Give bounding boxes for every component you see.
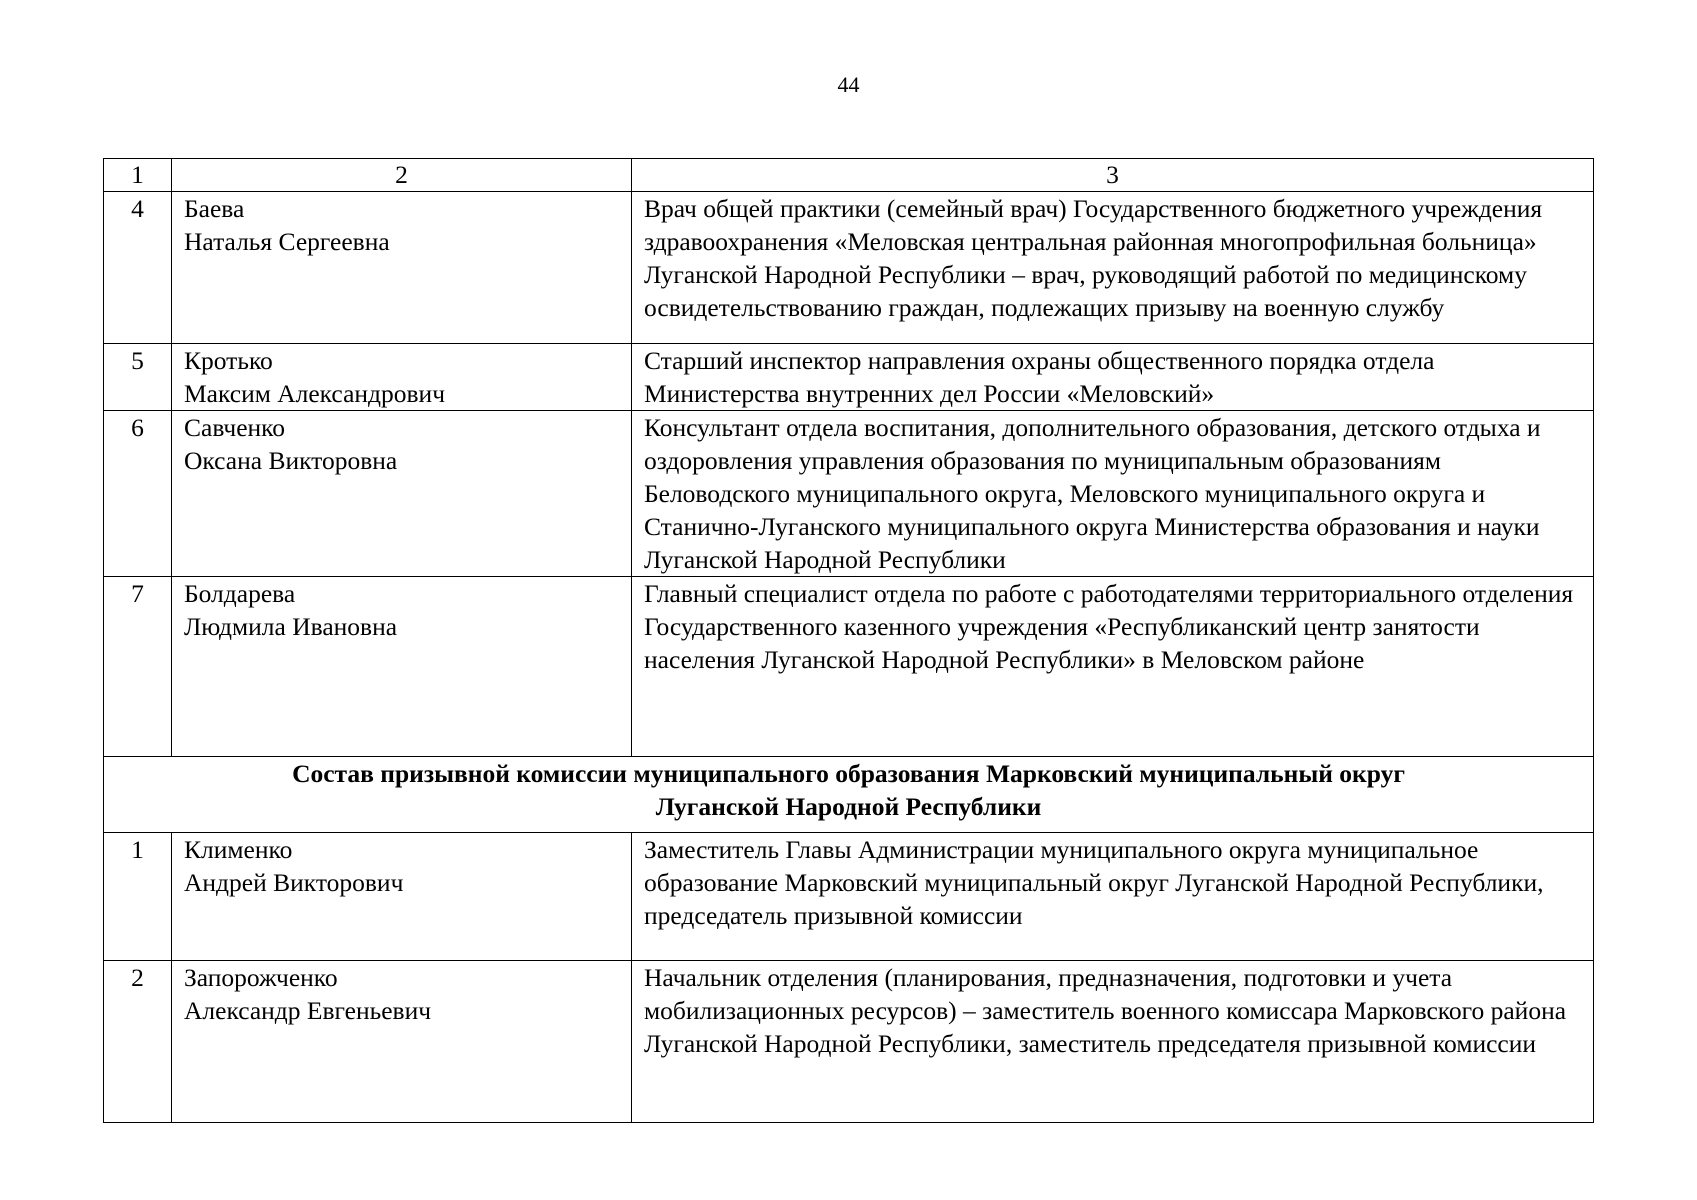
table-row — [104, 577, 1594, 757]
table-header-row — [104, 159, 1594, 192]
person-surname: Савченко — [184, 413, 286, 442]
column-number-1: 1 — [104, 159, 172, 192]
row-number: 1 — [104, 833, 172, 961]
table-row — [104, 411, 1594, 577]
section-title — [104, 757, 1594, 833]
person-given-names: Людмила Ивановна — [184, 612, 398, 641]
row-number: 6 — [104, 411, 172, 577]
person-given-names: Александр Евгеньевич — [184, 996, 432, 1025]
row-number: 4 — [104, 192, 172, 344]
row-number: 2 — [104, 961, 172, 1123]
person-name — [172, 344, 632, 411]
section-title-line-1: Состав призывной комиссии муниципального образования Марковский муниципальный округ — [292, 759, 1405, 788]
table-row — [104, 192, 1594, 344]
person-surname: Кротько — [184, 346, 273, 375]
column-number-2: 2 — [172, 159, 632, 192]
person-position: Главный специалист отдела по работе с работодателями территориального отделения Государственного казенного учреждения «Республиканский центр занятости населения Луганской Народной Республики» в Меловском районе — [632, 577, 1594, 757]
person-position: Начальник отделения (планирования, предназначения, подготовки и учета мобилизационных ресурсов) – заместитель военного комиссара Марковского района Луганской Народной Республики, заместитель председателя призывной комиссии — [632, 961, 1594, 1123]
section-title-row — [104, 757, 1594, 833]
person-given-names: Наталья Сергеевна — [184, 227, 390, 256]
person-surname: Баева — [184, 194, 245, 223]
section-title-line-2: Луганской Народной Республики — [655, 792, 1042, 821]
person-given-names: Оксана Викторовна — [184, 446, 398, 475]
person-position: Старший инспектор направления охраны общественного порядка отдела Министерства внутренних дел России «Меловский» — [632, 344, 1594, 411]
row-number: 7 — [104, 577, 172, 757]
row-number: 5 — [104, 344, 172, 411]
person-name — [172, 833, 632, 961]
person-surname: Болдарева — [184, 579, 296, 608]
commission-table — [103, 158, 1594, 1123]
person-surname: Запорожченко — [184, 963, 338, 992]
table-row — [104, 961, 1594, 1123]
person-name — [172, 577, 632, 757]
person-surname: Клименко — [184, 835, 293, 864]
page-number: 44 — [837, 72, 860, 97]
person-name — [172, 411, 632, 577]
person-position: Врач общей практики (семейный врач) Государственного бюджетного учреждения здравоохранения «Меловская центральная районная многопрофильная больница» Луганской Народной Республики – врач, руководящий работой по медицинскому освидетельствованию граждан, подлежащих призыву на военную службу — [632, 192, 1594, 344]
person-given-names: Максим Александрович — [184, 379, 446, 408]
person-position: Консультант отдела воспитания, дополнительного образования, детского отдыха и оздоровления управления образования по муниципальным образованиям Беловодского муниципального округа, Меловского муниципального округа и Станично-Луганского муниципального округа Министерства образования и науки Луганской Народной Республики — [632, 411, 1594, 577]
column-number-3: 3 — [632, 159, 1594, 192]
person-given-names: Андрей Викторович — [184, 868, 404, 897]
person-position: Заместитель Главы Администрации муниципального округа муниципальное образование Марковский муниципальный округ Луганской Народной Республики, председатель призывной комиссии — [632, 833, 1594, 961]
table-row — [104, 833, 1594, 961]
person-name — [172, 192, 632, 344]
person-name — [172, 961, 632, 1123]
table-row — [104, 344, 1594, 411]
